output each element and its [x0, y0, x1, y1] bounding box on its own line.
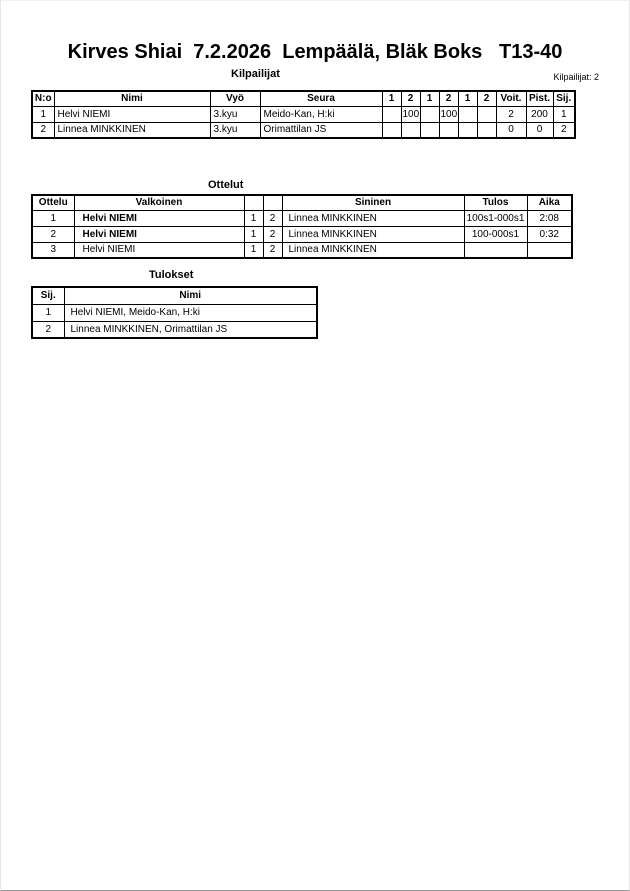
competitor-points: 200 [526, 106, 553, 122]
competitors-header-row [32, 91, 575, 106]
competitor-club: Orimattilan JS [260, 122, 382, 138]
header-match: Ottelu [32, 195, 74, 210]
competitor-name: Helvi NIEMI [54, 106, 210, 122]
header-place: Sij. [32, 287, 64, 304]
blue-name: Linnea MINKKINEN [282, 242, 464, 258]
competitor-place: 2 [553, 122, 575, 138]
blue-name: Linnea MINKKINEN [282, 226, 464, 242]
score-cell [439, 122, 458, 138]
header-score-1: 1 [382, 91, 401, 106]
header-no: N:o [32, 91, 54, 106]
competitors-table [31, 90, 576, 139]
results-heading: Tulokset [149, 269, 194, 281]
result-name: Linnea MINKKINEN, Orimattilan JS [64, 321, 317, 338]
score-cell [477, 106, 496, 122]
header-blue: Sininen [282, 195, 464, 210]
header-name: Nimi [54, 91, 210, 106]
matches-header-row [32, 195, 572, 210]
white-name: Helvi NIEMI [74, 210, 244, 226]
match-row [32, 210, 572, 226]
header-score-6: 2 [477, 91, 496, 106]
match-row [32, 226, 572, 242]
header-time: Aika [527, 195, 572, 210]
competitors-heading: Kilpailijat [231, 68, 280, 80]
match-time: 2:08 [527, 210, 572, 226]
score-cell: 100 [401, 106, 420, 122]
blue-number: 2 [263, 242, 282, 258]
result-row [32, 321, 317, 338]
match-number: 1 [32, 210, 74, 226]
matches-table [31, 194, 573, 259]
match-row [32, 242, 572, 258]
competitor-row [32, 122, 575, 138]
score-cell [420, 106, 439, 122]
competitor-belt: 3.kyu [210, 106, 260, 122]
competitor-number: 1 [32, 106, 54, 122]
header-points: Pist. [526, 91, 553, 106]
competitor-club: Meido-Kan, H:ki [260, 106, 382, 122]
result-name: Helvi NIEMI, Meido-Kan, H:ki [64, 304, 317, 321]
match-number: 3 [32, 242, 74, 258]
header-wins: Voit. [496, 91, 526, 106]
header-score-5: 1 [458, 91, 477, 106]
header-place: Sij. [553, 91, 575, 106]
score-cell [458, 122, 477, 138]
competitor-place: 1 [553, 106, 575, 122]
results-header-row [32, 287, 317, 304]
blue-number: 2 [263, 210, 282, 226]
score-cell [458, 106, 477, 122]
score-cell [401, 122, 420, 138]
competitor-name: Linnea MINKKINEN [54, 122, 210, 138]
score-cell: 100 [439, 106, 458, 122]
header-score-2: 2 [401, 91, 420, 106]
header-result: Tulos [464, 195, 527, 210]
match-result [464, 242, 527, 258]
header-score-4: 2 [439, 91, 458, 106]
score-cell [382, 122, 401, 138]
results-table [31, 286, 318, 339]
header-white: Valkoinen [74, 195, 244, 210]
white-number: 1 [244, 210, 263, 226]
competitor-wins: 0 [496, 122, 526, 138]
competitors-count-label: Kilpailijat: 2 [553, 72, 599, 82]
competitor-wins: 2 [496, 106, 526, 122]
header-white-num [244, 195, 263, 210]
header-score-3: 1 [420, 91, 439, 106]
white-number: 1 [244, 226, 263, 242]
matches-heading: Ottelut [208, 179, 244, 191]
result-place: 2 [32, 321, 64, 338]
header-name: Nimi [64, 287, 317, 304]
competitor-belt: 3.kyu [210, 122, 260, 138]
header-club: Seura [260, 91, 382, 106]
match-time [527, 242, 572, 258]
competitor-row [32, 106, 575, 122]
white-name: Helvi NIEMI [74, 226, 244, 242]
header-belt: Vyö [210, 91, 260, 106]
score-cell [382, 106, 401, 122]
competitor-points: 0 [526, 122, 553, 138]
competitor-number: 2 [32, 122, 54, 138]
score-cell [477, 122, 496, 138]
page-title: Kirves Shiai 7.2.2026 Lempäälä, Bläk Boks T13-40 [67, 41, 563, 63]
white-name: Helvi NIEMI [74, 242, 244, 258]
match-result: 100s1-000s1 [464, 210, 527, 226]
white-number: 1 [244, 242, 263, 258]
competitors-heading-row [1, 68, 629, 84]
match-time: 0:32 [527, 226, 572, 242]
match-number: 2 [32, 226, 74, 242]
header-blue-num [263, 195, 282, 210]
result-row [32, 304, 317, 321]
blue-name: Linnea MINKKINEN [282, 210, 464, 226]
result-place: 1 [32, 304, 64, 321]
blue-number: 2 [263, 226, 282, 242]
score-cell [420, 122, 439, 138]
match-result: 100-000s1 [464, 226, 527, 242]
